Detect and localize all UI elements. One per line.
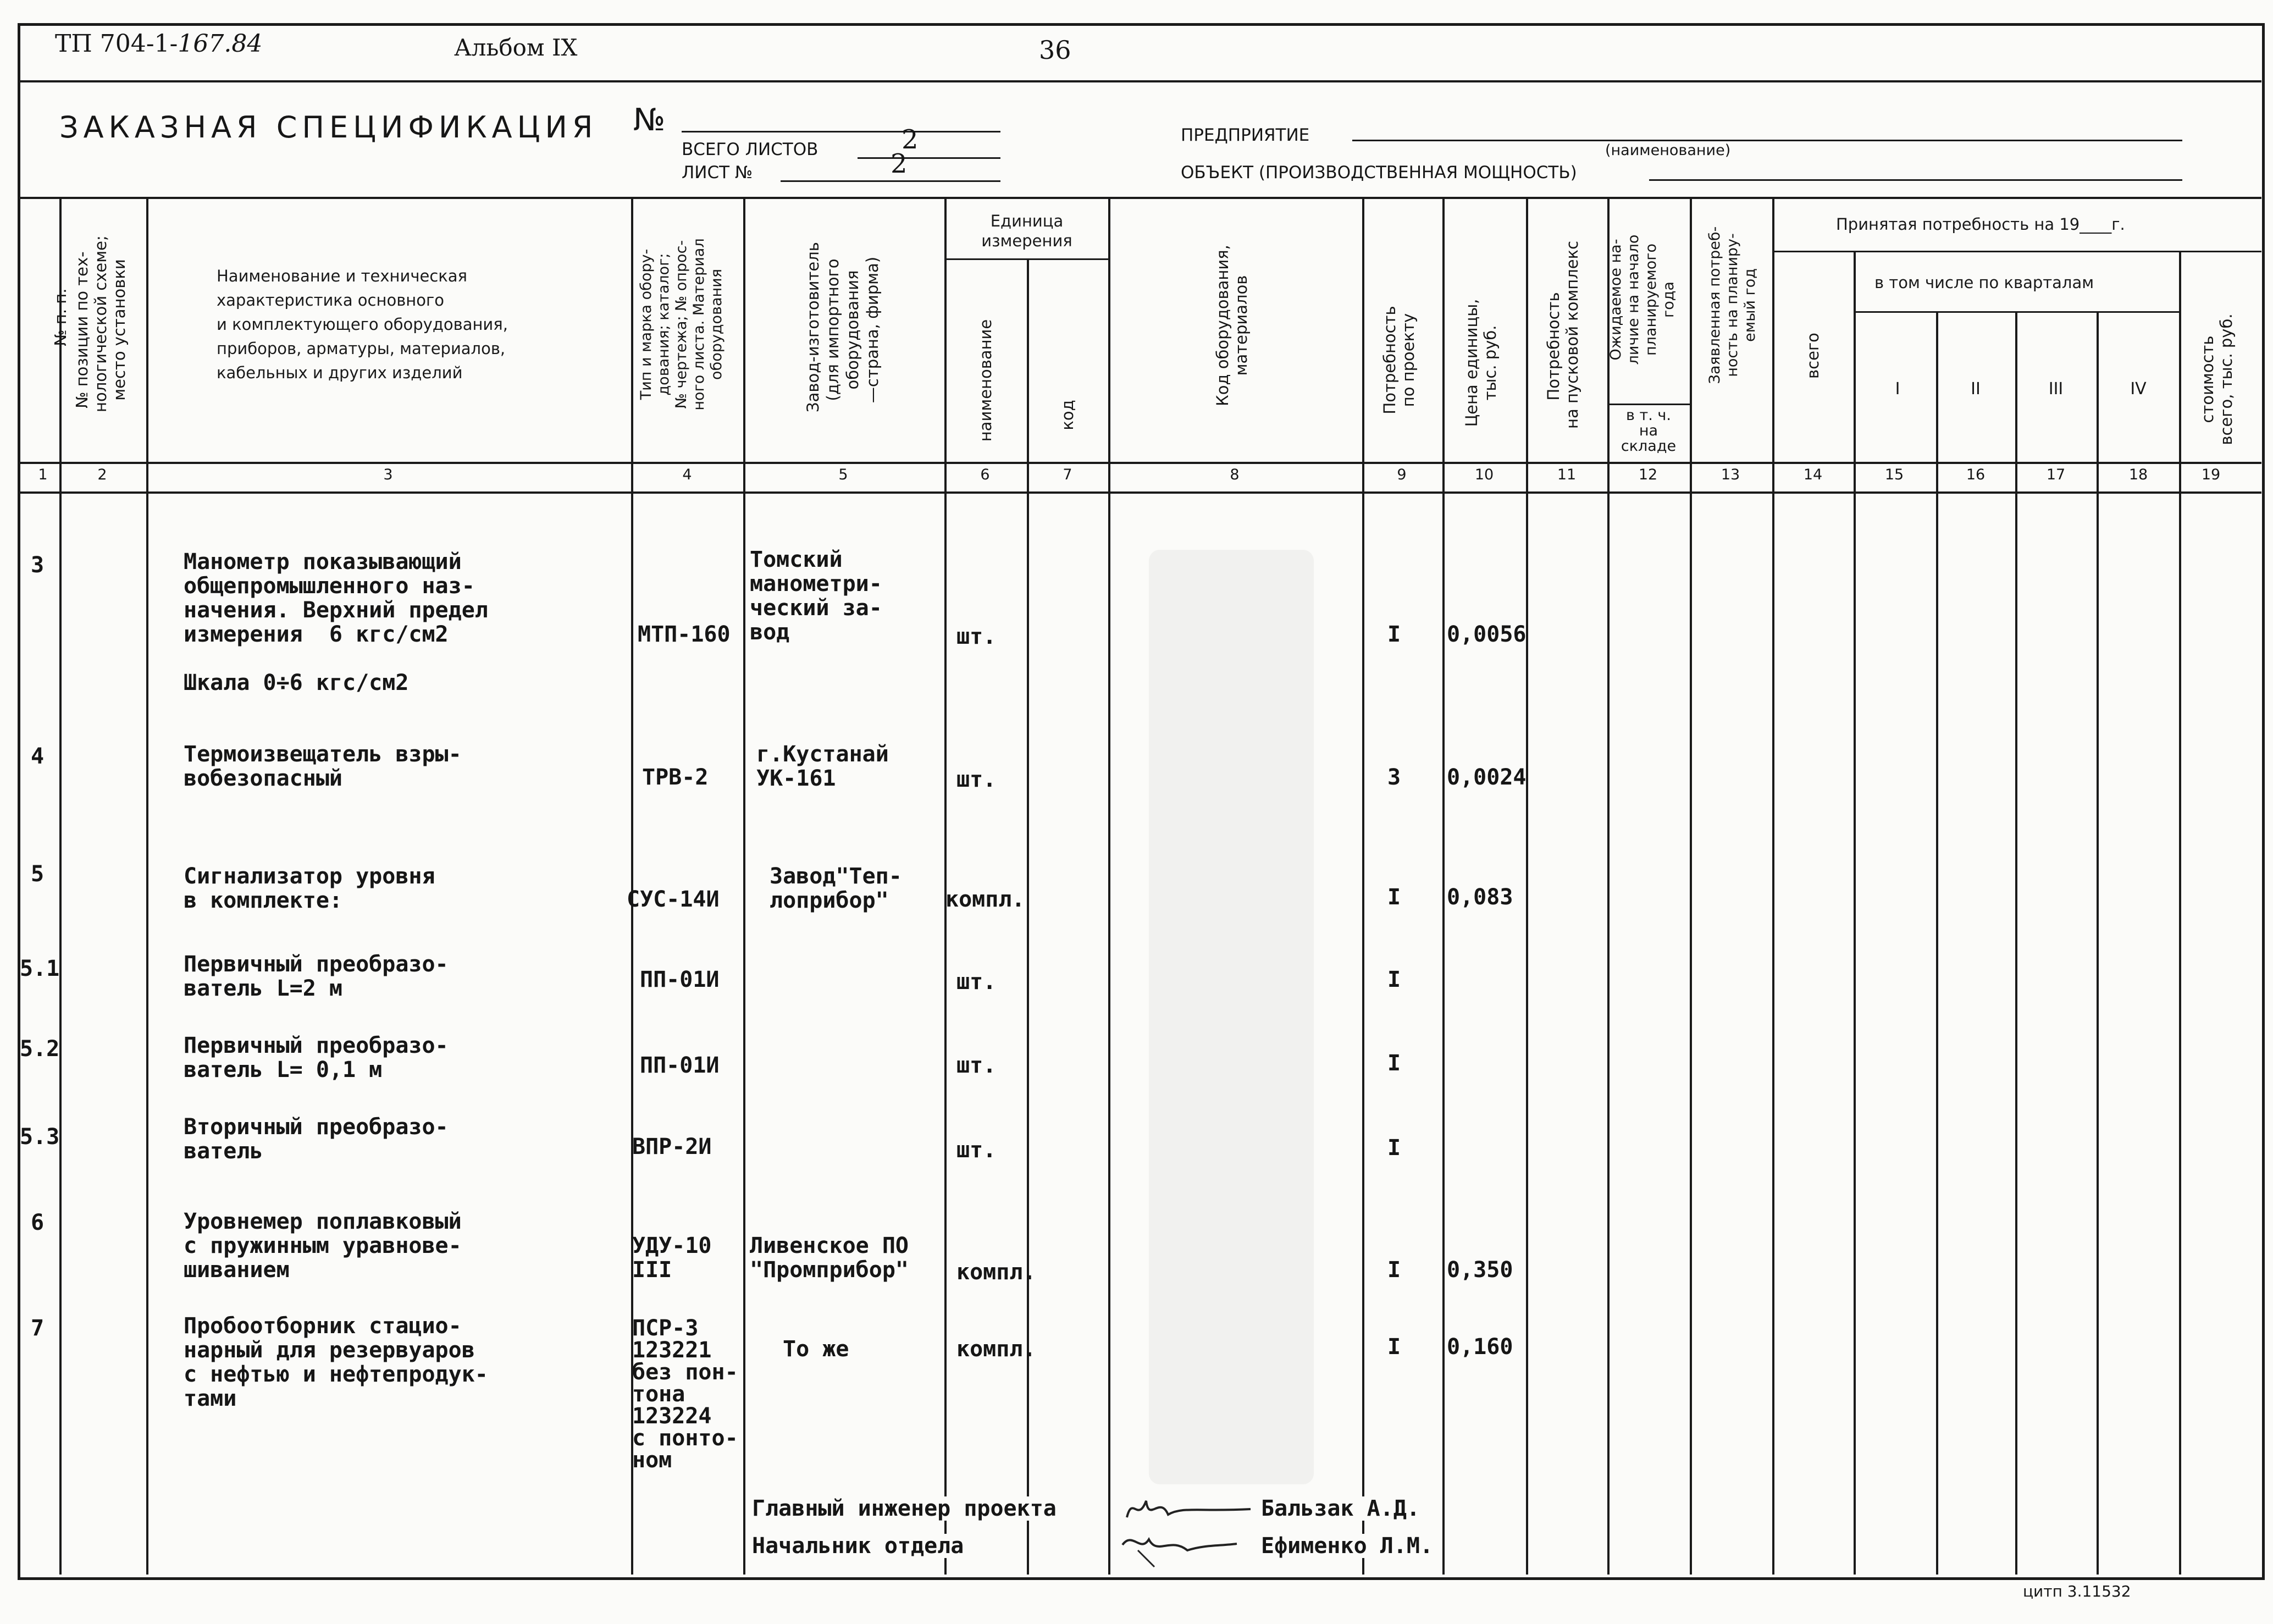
row-number: 5.3 [20, 1124, 60, 1150]
colnum-7: 7 [1063, 466, 1072, 483]
name-hint: (наименование) [1605, 142, 1731, 159]
row-maker: Ливенское ПО "Промприбор" [750, 1233, 909, 1283]
colnum-3: 3 [383, 466, 393, 483]
row-name: Термоизвещатель взры- вобезопасный [184, 742, 462, 791]
row-qty: 3 [1387, 765, 1401, 790]
header-q2: II [1971, 379, 1981, 399]
header-q3: III [2048, 379, 2064, 399]
divider-header [18, 197, 2261, 199]
row-unit: шт. [956, 1137, 997, 1163]
row-unit: шт. [956, 767, 997, 792]
col-line [1362, 197, 1364, 1575]
header-c2: № позиции по тех- нологической схеме; место установки [73, 235, 129, 412]
colnum-5: 5 [838, 466, 848, 483]
signature-role-chief-engineer: Главный инженер проекта [752, 1496, 1061, 1521]
scan-speckle [1149, 550, 1314, 1484]
row-maker: г.Кустанай УК-161 [756, 742, 889, 791]
enterprise-line [1352, 140, 2182, 141]
col-line [1526, 197, 1528, 1575]
header-c6: наименование [976, 319, 995, 442]
colnum-6: 6 [980, 466, 990, 483]
row-qty: I [1387, 1051, 1401, 1076]
row-number: 3 [31, 553, 45, 578]
row-type: ТРВ-2 [642, 765, 709, 790]
project-code: ТП 704-1-167.84 [55, 30, 263, 58]
colnum-14: 14 [1803, 466, 1823, 483]
header-c14: всего [1804, 333, 1822, 379]
row-number: 7 [31, 1316, 45, 1341]
sheet-number-value: 2 [891, 148, 908, 179]
row-name: Манометр показывающий общепромышленного наз- начения. Верхний предел измерения 6 кгс/см2 [184, 549, 488, 647]
row-maker: То же [783, 1336, 849, 1362]
row-qty: I [1387, 885, 1401, 910]
colnum-12: 12 [1638, 466, 1658, 483]
colnum-4: 4 [682, 466, 692, 483]
stock-divider [1607, 404, 1690, 405]
col-line [2097, 311, 2099, 1575]
spec-number-line [682, 131, 1000, 132]
col-line [1854, 251, 1856, 1575]
row-price: 0,0056 [1447, 622, 1527, 647]
album-label: Альбом IX [454, 34, 578, 61]
colnum-top [18, 462, 2261, 464]
header-c8: Код оборудования, материалов [1213, 245, 1251, 406]
row-qty: I [1387, 1334, 1401, 1360]
header-unit: Единица измерения [981, 212, 1072, 250]
header-c5: Завод-изготовитель (для импортного оборудования —страна, фирма) [804, 242, 882, 412]
row-price: 0,350 [1447, 1257, 1513, 1283]
row-name: Первичный преобразо- ватель L= 0,1 м [184, 1033, 449, 1082]
print-stamp: цитп 3.11532 [2023, 1582, 2131, 1600]
header-c7: код [1058, 400, 1077, 430]
row-price: 0,083 [1447, 885, 1513, 910]
row-name: Уровнемер поплавковый с пружинным уравнове- шиванием [184, 1209, 462, 1283]
col-line [2015, 311, 2017, 1575]
colnum-18: 18 [2128, 466, 2148, 483]
header-c1: № п. п. [51, 288, 70, 346]
row-number: 4 [31, 744, 45, 769]
spec-number-label: № [633, 102, 666, 138]
page-title: ЗАКАЗНАЯ СПЕЦИФИКАЦИЯ [59, 110, 598, 145]
row-maker: Томский манометри- ческий за- вод [750, 547, 882, 645]
row-unit: шт. [956, 1053, 997, 1078]
colnum-1: 1 [38, 466, 48, 483]
row-name: Пробоотборник стацио- нарный для резервуаров с нефтью и нефтепродук- тами [184, 1313, 488, 1411]
row-unit: компл. [945, 887, 1025, 912]
object-line [1649, 179, 2182, 181]
col-line [1108, 197, 1110, 1575]
row-name: Вторичный преобразо- ватель [184, 1114, 449, 1164]
col-line [2179, 251, 2181, 1575]
header-c11: Потребность на пусковой комплекс [1544, 240, 1581, 429]
row-name: Первичный преобразо- ватель L=2 м [184, 952, 449, 1001]
total-sheets-line [858, 157, 1000, 159]
col-line [146, 197, 148, 1575]
col-line [743, 197, 745, 1575]
row-unit: шт. [956, 969, 997, 995]
colnum-8: 8 [1230, 466, 1240, 483]
row-name-extra: Шкала 0÷6 кгс/см2 [184, 670, 409, 695]
quarters-divider [1854, 311, 2179, 313]
colnum-9: 9 [1397, 466, 1407, 483]
row-price: 0,0024 [1447, 765, 1527, 790]
header-c12: Ожидаемое на- личие на начало планируемого года [1607, 234, 1677, 365]
colnum-15: 15 [1884, 466, 1904, 483]
col-line [59, 197, 62, 1575]
header-c19: стоимость всего, тыс. руб. [2198, 313, 2236, 445]
col-line [1772, 197, 1774, 1575]
handwritten-signatures [1116, 1484, 1259, 1572]
row-type: ВПР-2И [632, 1134, 712, 1159]
header-c9: Потребность по проекту [1380, 306, 1418, 415]
row-type: ПП-01И [640, 1053, 720, 1078]
row-price: 0,160 [1447, 1334, 1513, 1360]
col-line [1690, 197, 1692, 1575]
header-quarters: в том числе по кварталам [1874, 273, 2094, 292]
row-qty: I [1387, 1135, 1401, 1161]
colnum-19: 19 [2201, 466, 2221, 483]
header-c4: Тип и марка обору- дования; каталог; № чертежа; № опрос- ного листа. Материал оборудования [638, 238, 725, 411]
header-c3: Наименование и техническая характеристика основного и комплектующего оборудования, приборов, арматуры, материалов, кабельных и других изделий [217, 267, 508, 382]
colnum-16: 16 [1966, 466, 1986, 483]
object-label: ОБЪЕКТ (ПРОИЗВОДСТВЕННАЯ МОЩНОСТЬ) [1181, 163, 1577, 183]
page-number: 36 [1039, 35, 1071, 65]
row-number: 5 [31, 861, 45, 887]
row-qty: I [1387, 1257, 1401, 1283]
signature-name-chief-engineer: Бальзак А.Д. [1258, 1496, 1423, 1521]
sheet-number-label: ЛИСТ № [682, 163, 753, 183]
row-unit: компл. [956, 1336, 1036, 1362]
row-number: 5.2 [20, 1036, 60, 1062]
unit-divider [944, 258, 1108, 260]
row-type: УДУ-10 III [632, 1233, 712, 1283]
row-qty: I [1387, 967, 1401, 992]
row-number: 6 [31, 1210, 45, 1235]
row-type: ПСР-3 123221 без пон- тона 123224 с понто- ном [632, 1316, 738, 1473]
colnum-17: 17 [2046, 466, 2066, 483]
colnum-2: 2 [97, 466, 107, 483]
header-c12b: в т. ч. на складе [1621, 407, 1677, 455]
col-line [1442, 197, 1445, 1575]
row-number: 5.1 [20, 956, 60, 981]
total-sheets-value: 2 [902, 124, 919, 155]
row-type: ПП-01И [640, 967, 720, 992]
row-unit: шт. [956, 624, 997, 649]
sheet-number-line [781, 180, 1000, 182]
header-accepted: Принятая потребность на 19____г. [1836, 215, 2125, 234]
header-q1: I [1895, 379, 1900, 399]
col-line [1936, 311, 1938, 1575]
row-qty: I [1387, 622, 1401, 647]
col-line [944, 197, 947, 1575]
total-sheets-label: ВСЕГО ЛИСТОВ [682, 140, 818, 159]
header-c10: Цена единицы, тыс. руб. [1462, 299, 1500, 427]
row-name: Сигнализатор уровня в комплекте: [184, 864, 435, 913]
row-type: СУС-14И [627, 887, 720, 912]
colnum-bottom [18, 491, 2261, 494]
divider-top [18, 80, 2261, 82]
enterprise-label: ПРЕДПРИЯТИЕ [1181, 125, 1310, 145]
col-line [1027, 258, 1029, 1575]
accepted-divider [1772, 251, 2261, 252]
colnum-13: 13 [1721, 466, 1740, 483]
header-q4: IV [2130, 379, 2147, 399]
header-c13: Заявленная потреб- ность на планиру- емый год [1706, 226, 1758, 384]
row-unit: компл. [956, 1260, 1036, 1285]
colnum-11: 11 [1557, 466, 1577, 483]
row-maker: Завод"Теп- лоприбор" [770, 864, 902, 913]
row-type: МТП-160 [638, 622, 731, 647]
colnum-10: 10 [1474, 466, 1494, 483]
signature-name-department-head: Ефименко Л.М. [1258, 1534, 1436, 1558]
signature-role-department-head: Начальник отдела [752, 1534, 968, 1558]
